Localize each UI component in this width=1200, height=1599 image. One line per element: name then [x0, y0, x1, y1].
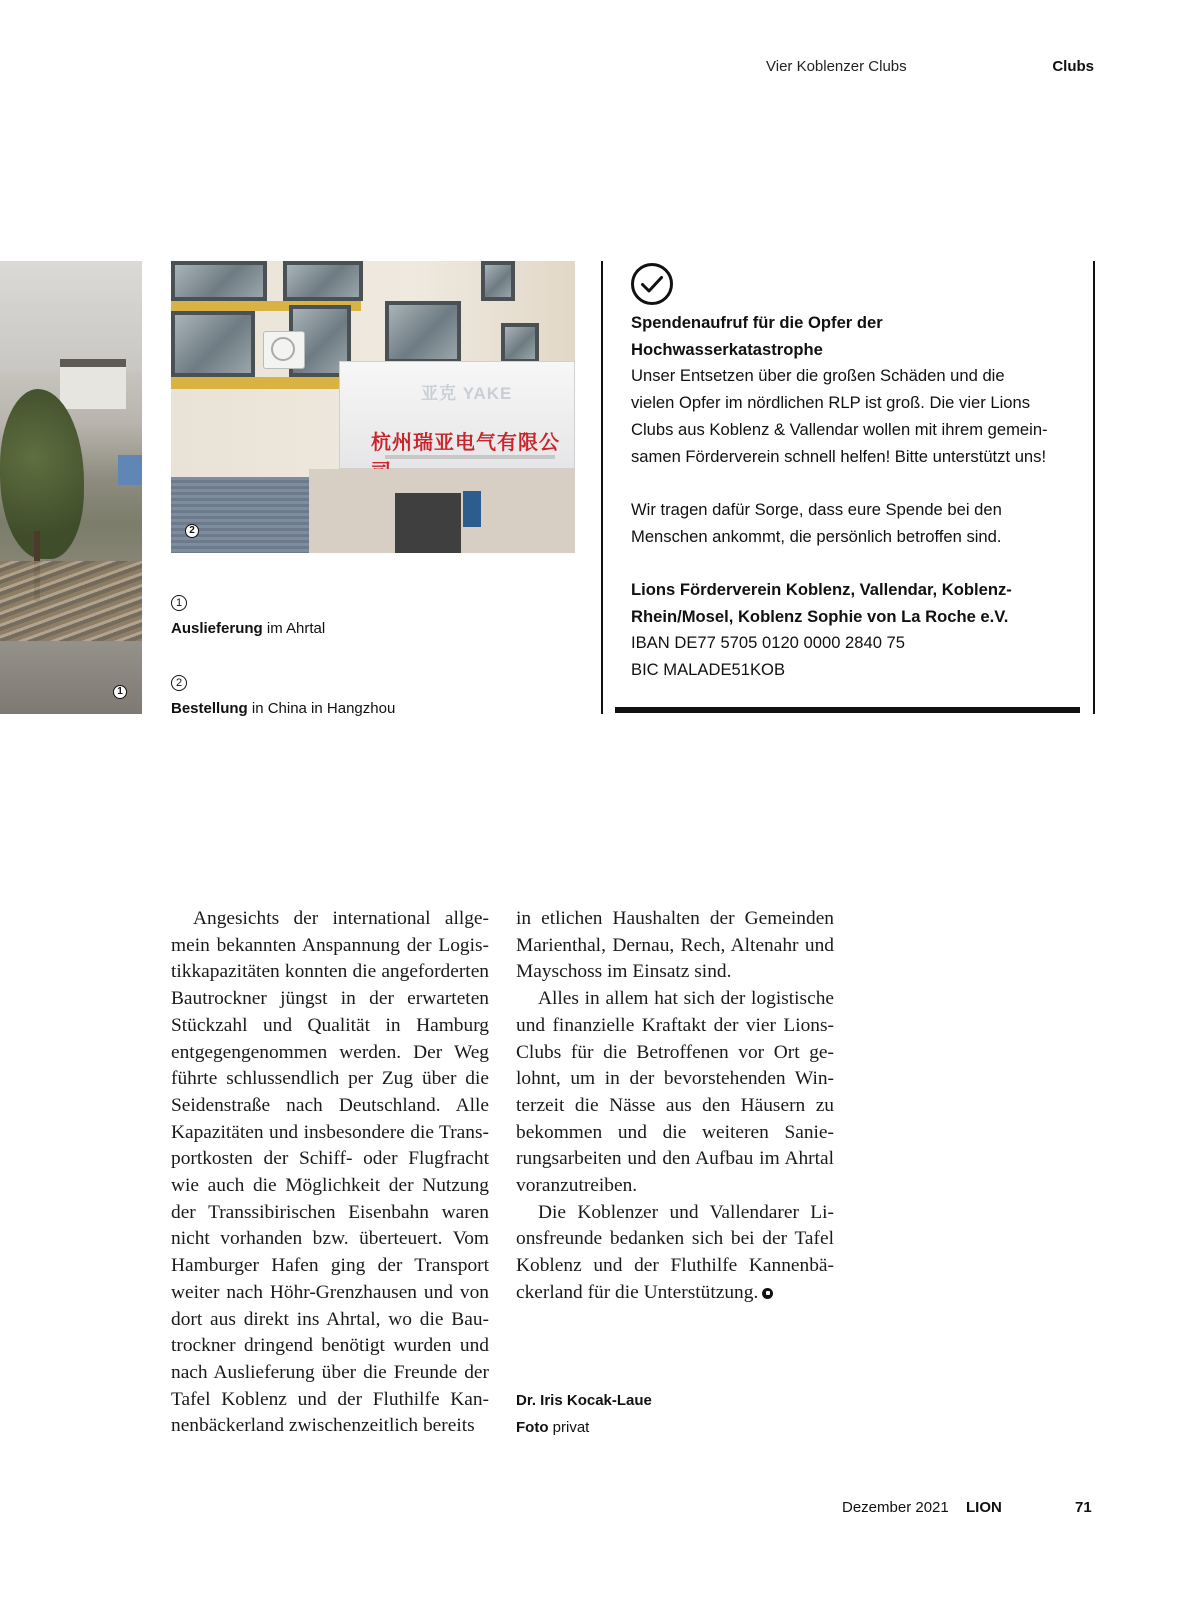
article-paragraph: in etlichen Haushalten der Gemeinden Marienthal, Dernau, Rech, Altenahr und Mayschoss im Einsatz sind.: [516, 908, 834, 983]
caption-1: [171, 620, 325, 637]
caption-number-1: 1: [171, 595, 187, 611]
photo2-air-conditioner-fan: [271, 337, 295, 361]
photo1-tree: [0, 389, 84, 559]
donation-spacer: [631, 550, 1081, 577]
page-number: 71: [1075, 1499, 1092, 1516]
donation-title-line-2: Hochwasserkatastrophe: [631, 339, 823, 359]
running-header-section: Vier Koblenzer Clubs: [766, 58, 907, 75]
photo-order-hangzhou: [171, 261, 575, 553]
donation-bic: BIC MALADE51KOB: [631, 660, 786, 680]
end-mark-icon: [762, 1288, 773, 1299]
donation-para2-line: Menschen ankommt, die persönlich betroffen sind.: [631, 526, 1002, 546]
photo2-roller-shutter: [171, 477, 309, 553]
photo1-debris: [0, 561, 142, 641]
photo2-window: [171, 311, 255, 377]
article-paragraph-last: [516, 1200, 834, 1307]
article-paragraph: Angesichts der international allgemein bekannten Anspannung der Logistikkapazitäten konnten die angeforderten Bautrockner jüngst in der erwarteten Stückzahl und Qualität in Hamburg entgegengenommen werden. Der Weg führte schlussendlich per Zug über die Seidenstraße nach Deutschland. Alle Kapazitäten und insbesondere die Transportkosten der Schiff- oder Flugfracht wie auch die Möglichkeit der Nutzung der Transsibirischen Eisenbahn waren nicht vorhanden bzw. überteuert. Vom Hamburger Hafen ging der Transport weiter nach Höhr-Grenzhausen und von dort aus direkt ins Ahrtal, wo die Bautrockner dringend benötigt wurden und nach Auslieferung über die Freunde der Tafel Koblenz und der Fluthilfe Kannenbäckerland zwischenzeitlich bereits: [171, 908, 489, 1437]
caption-1-text: im Ahrtal: [262, 620, 326, 637]
article-column-1: [171, 906, 489, 1440]
donation-para2-line: Wir tragen dafür Sorge, dass eure Spende bei den: [631, 499, 1002, 519]
donation-box-bottom-rule: [615, 707, 1080, 713]
photo2-sign-subline: [385, 455, 555, 459]
photo2-sign-company-name: 杭州瑞亚电气有限公: [371, 432, 560, 454]
photo2-window: [501, 323, 539, 363]
photo2-sign-logo: 亚克 YAKE: [421, 384, 513, 403]
photo1-container: [118, 455, 142, 485]
donation-iban: IBAN DE77 5705 0120 0000 2840 75: [631, 633, 906, 653]
photo-credit-label: Foto: [516, 1419, 549, 1436]
caption-number-2: 2: [171, 675, 187, 691]
photo2-exit-sign: [463, 491, 481, 527]
article-paragraph: Alles in allem hat sich der logistische und finanzielle Kraftakt der vier Lions-Clubs für die Betroffenen vor Ort gelohnt, um in der bevorstehenden Winterzeit die Nässe aus den Häusern zu bekommen und die weiteren Sanierungsarbeiten und den Aufbau im Ahrtal voranzutreiben.: [516, 988, 834, 1197]
photo2-entrance: [395, 493, 461, 553]
caption-2: [171, 700, 395, 717]
donation-box-left-rule: [601, 261, 603, 714]
donation-para1-line: Clubs aus Koblenz & Vallendar wollen mit ihrem gemein-: [631, 419, 1048, 439]
photo2-yellow-band: [171, 377, 341, 389]
caption-1-bold: Auslieferung: [171, 620, 263, 637]
donation-org-line-1: Lions Förderverein Koblenz, Vallendar, Koblenz-: [631, 580, 1012, 599]
donation-box-text: [631, 310, 1081, 684]
donation-spacer: [631, 470, 1081, 497]
photo-credit-value: privat: [548, 1419, 590, 1436]
photo2-window: [171, 261, 267, 301]
photo2-number-badge: 2: [185, 524, 199, 538]
author-credit: Dr. Iris Kocak-Laue: [516, 1392, 652, 1409]
donation-box-right-rule: [1093, 261, 1095, 714]
photo2-window: [385, 301, 461, 363]
caption-2-bold: Bestellung: [171, 700, 248, 717]
photo-credit: [516, 1419, 589, 1436]
donation-org-line-2: Rhein/Mosel, Koblenz Sophie von La Roche e.V.: [631, 606, 1009, 626]
photo2-window: [283, 261, 363, 301]
footer-issue-date: Dezember 2021: [842, 1499, 949, 1516]
donation-para1-line: vielen Opfer im nördlichen RLP ist groß. Die vier Lions: [631, 393, 1031, 413]
photo1-number-badge: 1: [113, 685, 127, 699]
photo1-sky: [0, 261, 142, 371]
photo2-window: [481, 261, 515, 301]
running-header-category: Clubs: [1052, 58, 1094, 75]
photo-delivery-ahrtal: [0, 261, 142, 714]
photo1-house: [60, 359, 126, 409]
donation-para1-line: samen Förderverein schnell helfen! Bitte unterstützt uns!: [631, 446, 1047, 466]
article-paragraph-text: Die Koblenzer und Vallendarer Lionsfreunde bedanken sich bei der Tafel Koblenz und der Fluthilfe Kannenbäckerland für die Unterstützung.: [516, 1201, 834, 1303]
donation-para1-line: Unser Entsetzen über die großen Schäden und die: [631, 366, 1005, 386]
donation-title-line-1: Spendenaufruf für die Opfer der: [631, 313, 883, 332]
caption-2-text: in China in Hangzhou: [247, 700, 396, 717]
article-column-2: [516, 906, 834, 1307]
footer-magazine-name: LION: [966, 1499, 1002, 1516]
checkmark-circle-icon: [630, 262, 674, 306]
